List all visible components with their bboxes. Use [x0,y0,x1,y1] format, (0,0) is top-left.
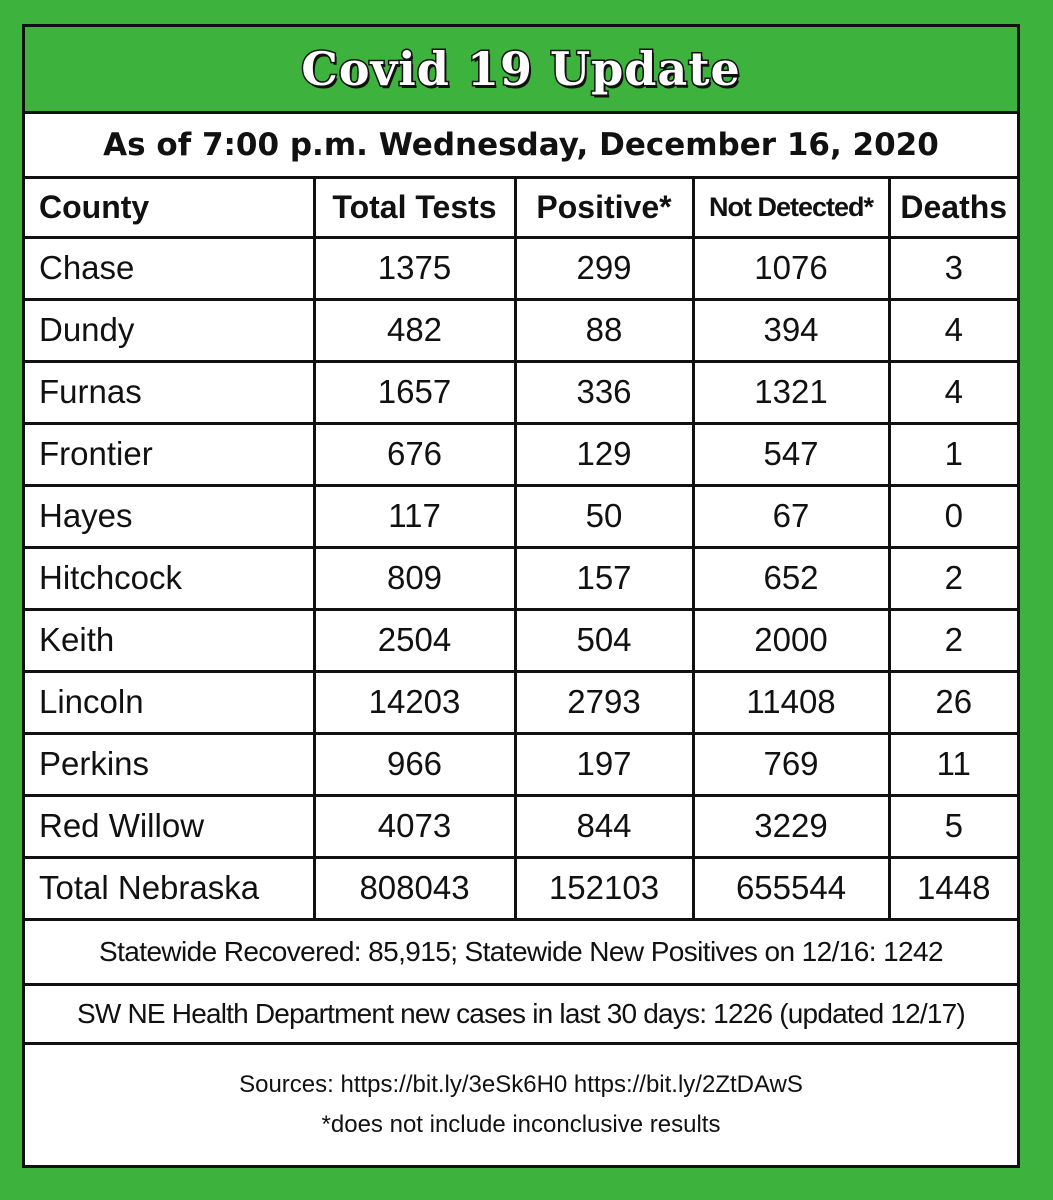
county-name: Furnas [25,361,314,423]
header-positive: Positive* [515,179,693,237]
not-detected-cell: 547 [693,423,889,485]
table-row [25,795,1017,857]
positive-cell: 129 [515,423,693,485]
total-tests-cell: 1657 [314,361,515,423]
total-tests-cell: 4073 [314,795,515,857]
county-name: Hitchcock [25,547,314,609]
positive-cell: 197 [515,733,693,795]
footnote: *does not include inconclusive results [321,1110,721,1138]
table-row [25,299,1017,361]
total-tests-cell: 14203 [314,671,515,733]
county-stats-table [25,179,1017,921]
sources-line: Sources: https://bit.ly/3eSk6H0 https://bit.ly/2ZtDAwS [239,1070,803,1098]
positive-cell: 152103 [515,857,693,919]
not-detected-cell: 11408 [693,671,889,733]
table-row [25,237,1017,299]
deaths-cell: 4 [889,299,1017,361]
header-not-detected: Not Detected* [693,179,889,237]
deaths-cell: 3 [889,237,1017,299]
positive-cell: 299 [515,237,693,299]
table-row [25,609,1017,671]
deaths-cell: 0 [889,485,1017,547]
positive-cell: 2793 [515,671,693,733]
total-tests-cell: 966 [314,733,515,795]
deaths-cell: 5 [889,795,1017,857]
not-detected-cell: 67 [693,485,889,547]
table-row [25,361,1017,423]
not-detected-cell: 3229 [693,795,889,857]
county-name: Chase [25,237,314,299]
table-row [25,485,1017,547]
deaths-cell: 4 [889,361,1017,423]
table-row-total [25,857,1017,919]
sources-section [25,1045,1017,1166]
table-header-row [25,179,1017,237]
title-band [25,27,1017,114]
total-tests-cell: 676 [314,423,515,485]
deaths-cell: 2 [889,609,1017,671]
county-name: Perkins [25,733,314,795]
not-detected-cell: 2000 [693,609,889,671]
not-detected-cell: 394 [693,299,889,361]
page-title: Covid 19 Update [301,42,741,96]
positive-cell: 50 [515,485,693,547]
not-detected-cell: 769 [693,733,889,795]
positive-cell: 336 [515,361,693,423]
header-total-tests: Total Tests [314,179,515,237]
positive-cell: 844 [515,795,693,857]
total-tests-cell: 809 [314,547,515,609]
table-row [25,547,1017,609]
header-deaths: Deaths [889,179,1017,237]
table-row [25,733,1017,795]
county-name: Frontier [25,423,314,485]
table-row [25,423,1017,485]
positive-cell: 88 [515,299,693,361]
table-row [25,671,1017,733]
not-detected-cell: 652 [693,547,889,609]
positive-cell: 157 [515,547,693,609]
covid-update-card [22,24,1020,1168]
header-county: County [25,179,314,237]
county-name: Dundy [25,299,314,361]
total-tests-cell: 482 [314,299,515,361]
statewide-summary: Statewide Recovered: 85,915; Statewide New Positives on 12/16: 1242 [25,921,1017,986]
deaths-cell: 1448 [889,857,1017,919]
as-of-date: As of 7:00 p.m. Wednesday, December 16, 2020 [25,114,1017,179]
county-name: Hayes [25,485,314,547]
health-department-summary: SW NE Health Department new cases in last 30 days: 1226 (updated 12/17) [25,986,1017,1045]
deaths-cell: 2 [889,547,1017,609]
total-tests-cell: 117 [314,485,515,547]
not-detected-cell: 1076 [693,237,889,299]
deaths-cell: 11 [889,733,1017,795]
deaths-cell: 26 [889,671,1017,733]
total-tests-cell: 808043 [314,857,515,919]
county-name: Lincoln [25,671,314,733]
deaths-cell: 1 [889,423,1017,485]
not-detected-cell: 1321 [693,361,889,423]
county-name: Total Nebraska [25,857,314,919]
not-detected-cell: 655544 [693,857,889,919]
positive-cell: 504 [515,609,693,671]
county-name: Keith [25,609,314,671]
total-tests-cell: 2504 [314,609,515,671]
county-name: Red Willow [25,795,314,857]
total-tests-cell: 1375 [314,237,515,299]
